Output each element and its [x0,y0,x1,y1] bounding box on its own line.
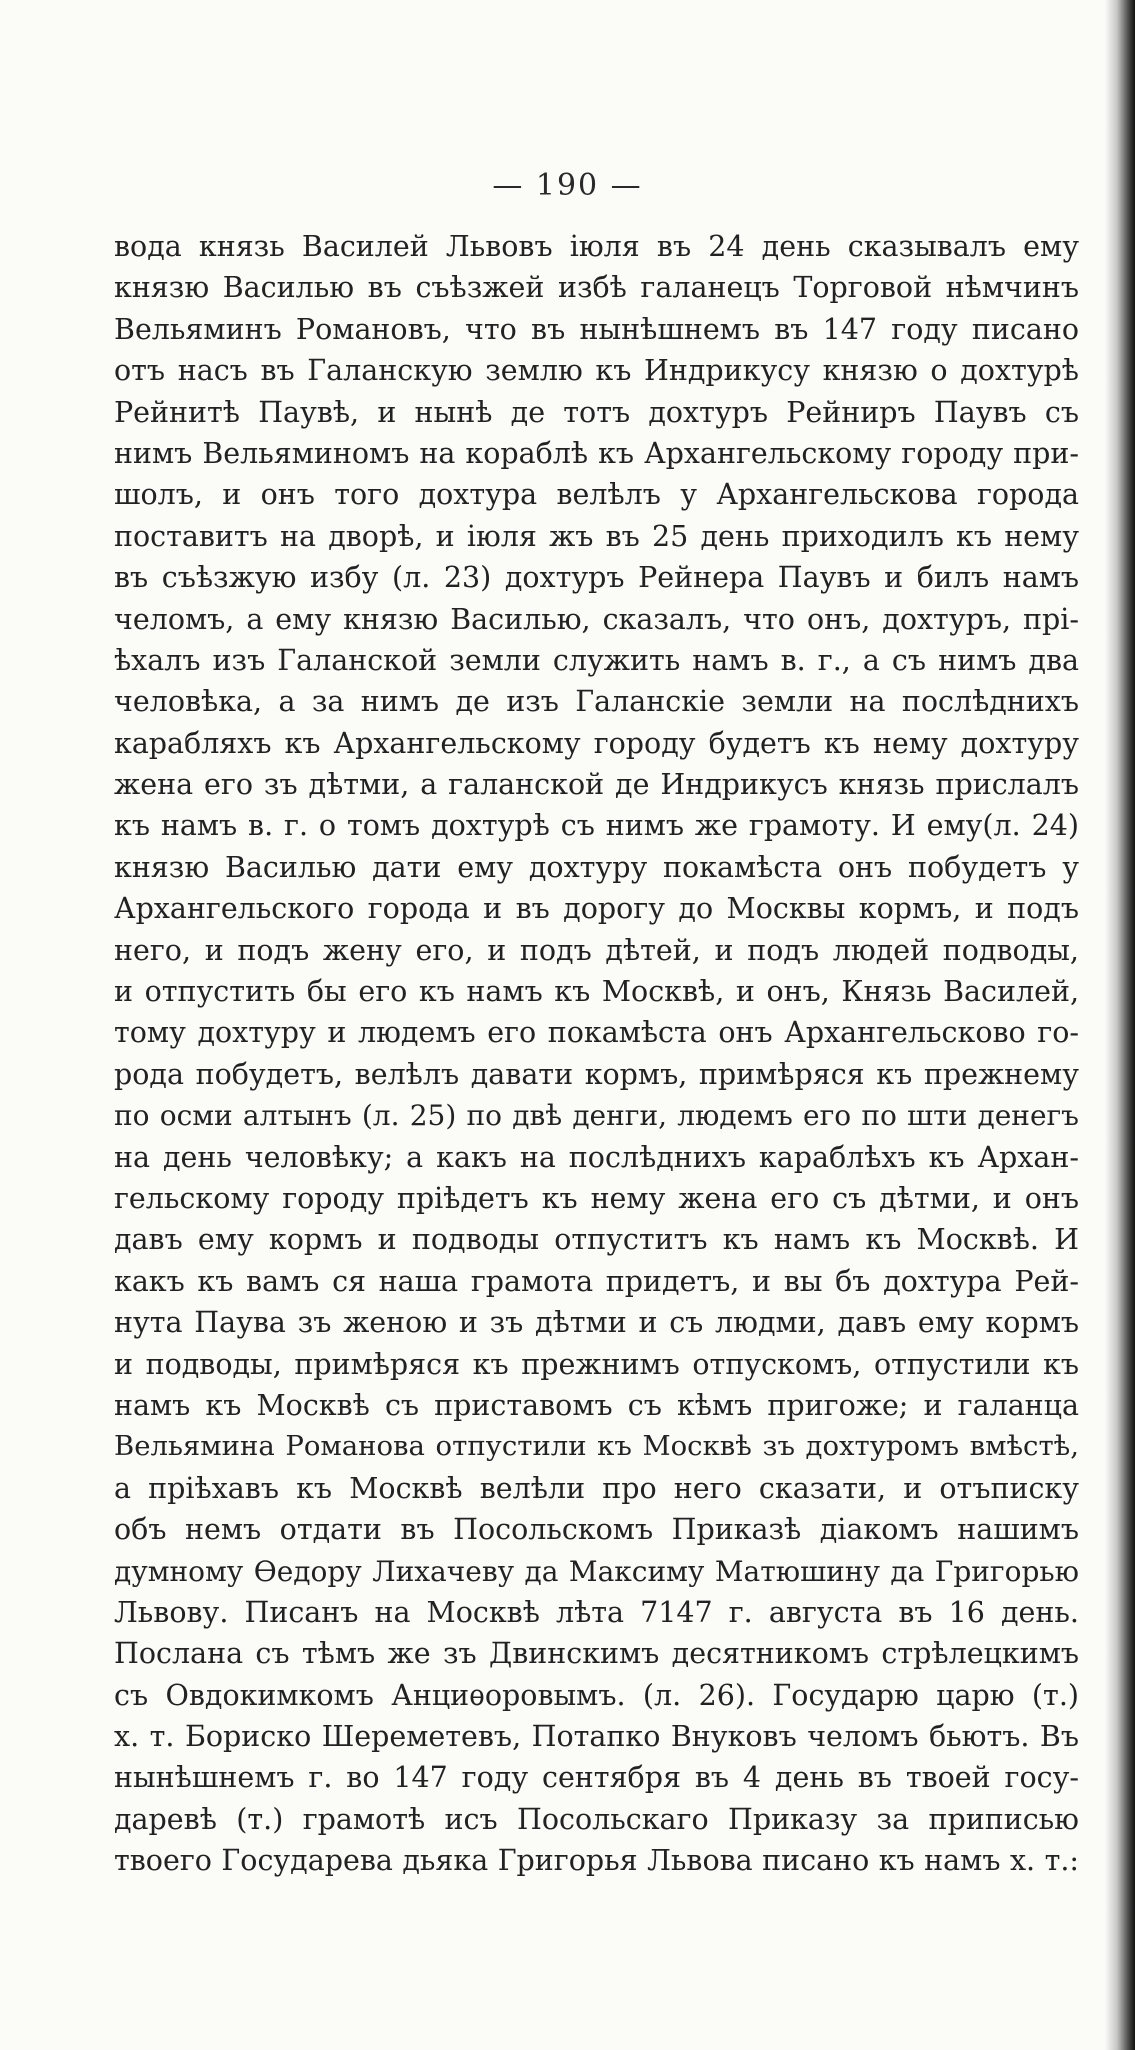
text-line: Львову. Писанъ на Москвѣ лѣта 7147 г. августа въ 16 день. [114,1595,1079,1629]
text-line: объ немъ отдати въ Посольскомъ Приказѣ дiакомъ нашимъ [114,1513,1079,1547]
text-line: х. т. Бориско Шереметевъ, Потапко Внуковъ челомъ бьютъ. Въ [114,1720,1079,1754]
text-line: Архангельского города и въ дорогу до Москвы кормъ, и подъ [114,892,1079,926]
text-line: жена его зъ дѣтми, а галанской де Индрикусъ князь прислалъ [114,768,1079,802]
text-line: ѣхалъ изъ Галанской земли служить намъ в. г., а съ нимъ два [114,643,1079,677]
text-line: человѣка, а за нимъ де изъ Галанскiе земли на послѣднихъ [114,685,1079,719]
text-line: отъ насъ въ Галанскую землю къ Индрикусу князю о дохтурѣ [114,354,1079,388]
text-line: Послана съ тѣмъ же зъ Двинскимъ десятникомъ стрѣлецкимъ [114,1637,1079,1671]
text-line: челомъ, а ему князю Василью, сказалъ, что онъ, дохтуръ, прi- [114,602,1079,636]
text-line: князю Василью въ съѣзжей избѣ галанецъ Торговой нѣмчинъ [114,271,1079,305]
text-line: князю Василью дати ему дохтуру покамѣста онъ побудетъ у [114,850,1079,884]
text-line: Вельяминъ Романовъ, что въ нынѣшнемъ въ 147 году писано [114,312,1079,346]
text-line: нынѣшнемъ г. во 147 году сентября въ 4 день въ твоей госу- [114,1761,1079,1795]
text-line: рода побудетъ, велѣлъ давати кормъ, примѣряся къ прежнему [114,1057,1079,1091]
text-line: тому дохтуру и людемъ его покамѣста онъ Архангельсково го- [114,1016,1079,1050]
body-text [114,226,1079,1882]
text-line: давъ ему кормъ и подводы отпуститъ къ намъ къ Москвѣ. И [114,1223,1079,1257]
text-line: на день человѣку; а какъ на послѣднихъ караблѣхъ къ Архан- [114,1140,1079,1174]
text-line: намъ къ Москвѣ съ приставомъ съ кѣмъ пригоже; и галанца [114,1388,1079,1422]
text-line: него, и подъ жену его, и подъ дѣтей, и подъ людей подводы, [114,933,1079,967]
text-line: карабляхъ къ Архангельскому городу будетъ къ нему дохтуру [114,726,1079,760]
text-line: къ намъ в. г. о томъ дохтурѣ съ нимъ же грамоту. И ему(л. 24) [114,809,1079,843]
page-number: — 190 — [492,168,643,203]
text-line: Вельямина Романова отпустили къ Москвѣ зъ дохтуромъ вмѣстѣ, [114,1430,1079,1463]
text-line: шолъ, и онъ того дохтура велѣлъ у Архангельскова города [114,478,1079,512]
page-edge-shadow [1105,0,1135,2050]
text-line: поставитъ на дворѣ, и iюля жъ въ 25 день приходилъ къ нему [114,519,1079,553]
text-line: и отпустить бы его къ намъ къ Москвѣ, и онъ, Князь Василей, [114,975,1079,1009]
text-line: Рейнитѣ Паувѣ, и нынѣ де тотъ дохтуръ Рейниръ Паувъ съ [114,395,1079,429]
text-line: гельскому городу прiѣдетъ къ нему жена его съ дѣтми, и онъ [114,1181,1079,1215]
text-line: въ съѣзжую избу (л. 23) дохтуръ Рейнера Паувъ и билъ намъ [114,561,1079,595]
text-line: а прiѣхавъ къ Москвѣ велѣли про него сказати, и отъписку [114,1471,1079,1505]
text-line: нимъ Вельяминомъ на кораблѣ къ Архангельскому городу при- [114,436,1079,470]
text-line: вода князь Василей Львовъ iюля въ 24 день сказывалъ ему [114,230,1079,263]
text-line: какъ къ вамъ ся наша грамота придетъ, и вы бъ дохтура Рей- [114,1264,1079,1298]
text-line: по осми алтынъ (л. 25) по двѣ денги, людемъ его по шти денегъ [114,1099,1079,1133]
text-line: нута Паува зъ женою и зъ дѣтми и съ людми, давъ ему кормъ [114,1306,1079,1340]
text-line: съ Овдокимкомъ Анциѳоровымъ. (л. 26). Государю царю (т.) [114,1678,1079,1712]
text-line: и подводы, примѣряся къ прежнимъ отпускомъ, отпустили къ [114,1347,1079,1381]
text-line: твоего Государева дьяка Григорья Львова писано къ намъ х. т.: [114,1844,1079,1878]
text-line: даревѣ (т.) грамотѣ исъ Посольскаго Приказу за приписью [114,1802,1079,1836]
text-line: думному Ѳедору Лихачеву да Максиму Матюшину да Григорью [114,1554,1079,1588]
